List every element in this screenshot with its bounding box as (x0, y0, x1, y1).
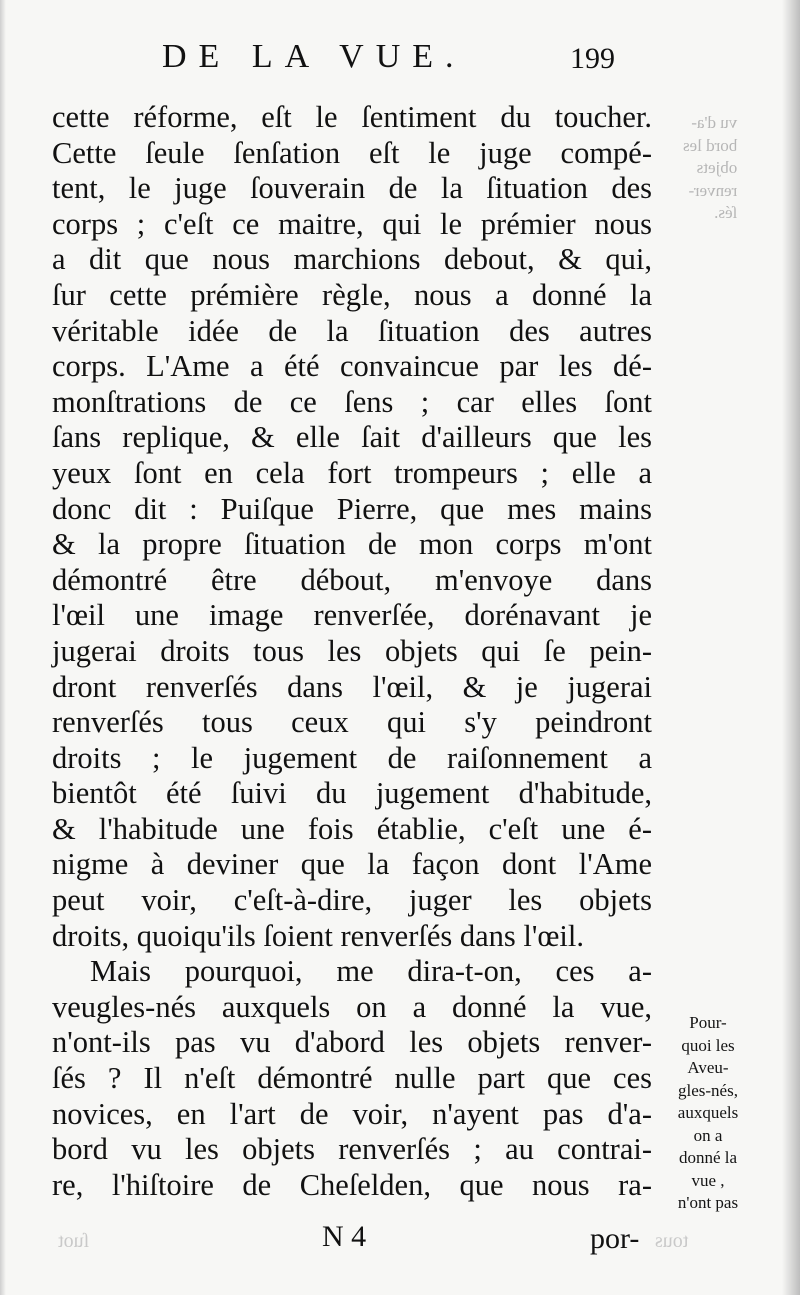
signature-mark: N 4 (322, 1220, 367, 1253)
running-head: DE LA VUE. (162, 38, 466, 75)
margin-note-line: objets (696, 158, 738, 177)
text-line: Cette ſeule ſenſation eſt le juge compé- (52, 135, 652, 170)
text-line: bord vu les objets renverſés ; au contrai- (52, 1132, 652, 1167)
text-line: monſtrations de ce ſens ; car elles ſont (52, 384, 652, 419)
text-line: jugerai droits tous les objets qui ſe pein- (52, 633, 652, 668)
text-line: corps ; c'eſt ce maitre, qui le prémier nous (52, 206, 652, 241)
margin-note-line: renver- (688, 180, 738, 200)
margin-note-line: auxquels (677, 1103, 739, 1122)
text-line: novices, en l'art de voir, n'ayent pas d'a- (52, 1096, 652, 1131)
text-line: droits ; le jugement de raiſonnement a (52, 740, 652, 775)
text-line: donc dit : Puiſque Pierre, que mes mains (52, 491, 652, 526)
text-line: ſés ? Il n'eſt démontré nulle part que ces (52, 1061, 652, 1096)
margin-note (660, 1012, 756, 1215)
margin-note-line: gles-nés, (678, 1080, 738, 1100)
text-line: tent, le juge ſouverain de la ſituation des (52, 171, 652, 206)
text-line-paragraph-start: Mais pourquoi, me dira-t-on, ces a- (90, 954, 652, 989)
text-line: droits, quoiqu'ils ſoient renverſés dans l'œil. (52, 918, 584, 953)
text-line: ſans replique, & elle ſait d'ailleurs que les (52, 420, 652, 455)
text-line: a dit que nous marchions debout, & qui, (52, 242, 652, 277)
text-line: renverſés tous ceux qui s'y peindront (52, 705, 652, 740)
body-text (52, 100, 652, 1203)
margin-note-line: on a (693, 1125, 723, 1145)
margin-note-line: Aveu- (687, 1058, 729, 1077)
margin-note-line: Pour- (689, 1013, 727, 1032)
margin-note-line: bord les (683, 135, 738, 155)
text-line: & la propre ſituation de mon corps m'ont (52, 527, 652, 562)
text-line: veugles-nés auxquels on a donné la vue, (52, 989, 652, 1024)
page-edge-right (782, 0, 800, 1295)
page-number: 199 (570, 42, 615, 75)
margin-note-bleed-through (683, 112, 737, 225)
text-line: yeux ſont en cela fort trompeurs ; elle a (52, 455, 652, 490)
text-line: re, l'hiſtoire de Cheſelden, que nous ra- (52, 1167, 652, 1202)
text-line: dront renverſés dans l'œil, & je jugerai (52, 669, 652, 704)
text-line: corps. L'Ame a été convaincue par les dé- (52, 349, 652, 384)
text-line: véritable idée de la ſituation des autres (52, 313, 652, 348)
catchword: por- (590, 1222, 640, 1255)
margin-note-line: vue , (691, 1170, 725, 1190)
page-edge-left (0, 0, 6, 1295)
margin-note-line: vu d'a- (691, 113, 738, 132)
text-line: l'œil une image renverſée, dorénavant je (52, 598, 652, 633)
text-line: ſur cette prémière règle, nous a donné la (52, 277, 652, 312)
text-line: peut voir, c'eſt-à-dire, juger les objets (52, 883, 652, 918)
text-line: nigme à deviner que la façon dont l'Ame (52, 847, 652, 882)
text-line: n'ont-ils pas vu d'abord les objets renver- (52, 1025, 652, 1060)
margin-note-line: ſés. (714, 203, 738, 222)
bleed-through-text: ſuot (58, 1230, 90, 1252)
margin-note-line: n'ont pas (677, 1193, 739, 1212)
bleed-through-text: tous (655, 1230, 689, 1252)
margin-note-line: quoi les (681, 1035, 735, 1055)
text-line: & l'habitude une fois établie, c'eſt une é- (52, 811, 652, 846)
text-line: bientôt été ſuivi du jugement d'habitude, (52, 776, 652, 811)
text-line: cette réforme, eſt le ſentiment du toucher. (52, 100, 652, 134)
margin-note-line: donné la (678, 1148, 738, 1167)
text-line: démontré être débout, m'envoye dans (52, 562, 652, 597)
